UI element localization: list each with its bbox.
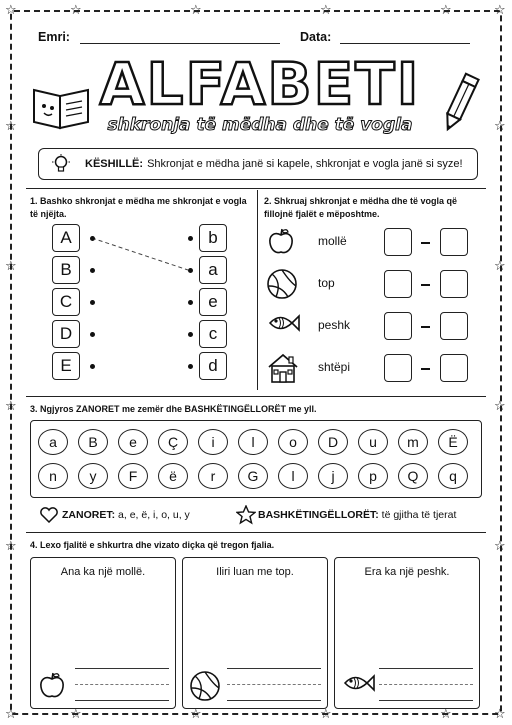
lightbulb-icon (51, 154, 71, 174)
task1-instruction: 1. Bashko shkronjat e mëdha me shkronjat e vogla të njëjta. (30, 196, 247, 219)
uppercase-letter: E (52, 352, 80, 380)
divider (257, 190, 258, 390)
lowercase-letter: b (199, 224, 227, 252)
letter-circle[interactable]: i (198, 429, 228, 455)
letter-circle[interactable]: r (198, 463, 228, 489)
match-dot[interactable] (188, 332, 193, 337)
star-icon: ☆ (5, 3, 17, 18)
uppercase-letter: C (52, 288, 80, 316)
letter-circle[interactable]: o (278, 429, 308, 455)
lowercase-letter: d (199, 352, 227, 380)
page-subtitle: shkronja të mëdha dhe të vogla (107, 115, 413, 135)
sentence-text: Ana ka një mollë. (60, 566, 146, 578)
letter-circle[interactable]: j (318, 463, 348, 489)
consonants-label: BASHKËTINGËLLORËT: (258, 509, 379, 521)
drawing-card[interactable] (334, 557, 480, 709)
lowercase-letter: a (199, 256, 227, 284)
match-dot[interactable] (90, 364, 95, 369)
date-label: Data: (300, 30, 332, 44)
uppercase-answer-box[interactable] (384, 312, 412, 340)
separator-dash (421, 242, 430, 244)
word-label: shtëpi (318, 360, 351, 374)
star-icon (236, 505, 256, 525)
match-dot[interactable] (90, 236, 95, 241)
letter-circle[interactable]: ë (158, 463, 188, 489)
pencil-icon (440, 70, 480, 136)
uppercase-answer-box[interactable] (384, 228, 412, 256)
star-icon: ☆ (440, 3, 452, 18)
ball-icon (189, 670, 221, 707)
match-line (92, 236, 192, 276)
uppercase-letter: B (52, 256, 80, 284)
sentence-text: Iliri luan me top. (216, 566, 294, 578)
name-label: Emri: (38, 30, 70, 44)
lowercase-answer-box[interactable] (440, 312, 468, 340)
letter-circle[interactable]: B (78, 429, 108, 455)
match-dot[interactable] (90, 300, 95, 305)
uppercase-answer-box[interactable] (384, 354, 412, 382)
consonants-text: të gjitha të tjerat (381, 509, 457, 521)
letter-circle[interactable]: F (118, 463, 148, 489)
separator-dash (421, 368, 430, 370)
heart-icon (40, 507, 58, 523)
star-icon: ☆ (5, 539, 17, 554)
star-icon: ☆ (5, 707, 17, 722)
tip-label: KËSHILLË: (85, 158, 144, 170)
apple-icon (37, 670, 67, 705)
letter-circle[interactable]: l (278, 463, 308, 489)
uppercase-letter: A (52, 224, 80, 252)
writing-line[interactable] (379, 700, 473, 701)
star-icon: ☆ (440, 707, 452, 722)
lowercase-letter: c (199, 320, 227, 348)
book-icon (30, 80, 92, 132)
star-icon: ☆ (320, 3, 332, 18)
letter-circle[interactable]: q (438, 463, 468, 489)
house-icon (266, 352, 300, 389)
task2-instruction: 2. Shkruaj shkronjat e mëdha dhe të vogla që fillojnë fjalët e mëposhtme. (264, 196, 458, 219)
word-label: peshk (318, 318, 351, 332)
star-icon: ☆ (494, 119, 506, 134)
match-dot[interactable] (90, 268, 95, 273)
writing-line[interactable] (75, 684, 169, 685)
letter-circle[interactable]: Ç (158, 429, 188, 455)
letter-circle[interactable]: y (78, 463, 108, 489)
star-icon: ☆ (70, 3, 82, 18)
lowercase-answer-box[interactable] (440, 270, 468, 298)
writing-line[interactable] (379, 668, 473, 669)
drawing-card[interactable] (30, 557, 176, 709)
letter-circle[interactable]: m (398, 429, 428, 455)
star-icon: ☆ (494, 259, 506, 274)
writing-line[interactable] (227, 684, 321, 685)
apple-icon (266, 226, 296, 261)
ball-icon (266, 268, 298, 305)
writing-line[interactable] (75, 668, 169, 669)
match-dot[interactable] (188, 300, 193, 305)
letter-circle[interactable]: e (118, 429, 148, 455)
letter-circle[interactable]: a (38, 429, 68, 455)
star-icon: ☆ (494, 399, 506, 414)
lowercase-answer-box[interactable] (440, 228, 468, 256)
tip-box (38, 148, 478, 180)
uppercase-answer-box[interactable] (384, 270, 412, 298)
writing-line[interactable] (75, 700, 169, 701)
letter-circle[interactable]: u (358, 429, 388, 455)
letter-circle[interactable]: G (238, 463, 268, 489)
uppercase-letter: D (52, 320, 80, 348)
task4-instruction: 4. Lexo fjalitë e shkurtra dhe vizato diçka që tregon fjalia. (30, 540, 275, 550)
sentence-text: Era ka një peshk. (364, 566, 450, 578)
star-icon: ☆ (5, 119, 17, 134)
fish-icon (341, 670, 375, 701)
letter-circle[interactable]: Ë (438, 429, 468, 455)
writing-line[interactable] (227, 700, 321, 701)
lowercase-letter: e (199, 288, 227, 316)
task3-instruction: 3. Ngjyros ZANORET me zemër dhe BASHKËTINGËLLORËT me yll. (30, 404, 317, 414)
separator-dash (421, 326, 430, 328)
match-dot[interactable] (188, 364, 193, 369)
writing-line[interactable] (227, 668, 321, 669)
match-dot[interactable] (188, 236, 193, 241)
tip-text: Shkronjat e mëdha janë si kapele, shkronjat e vogla janë si syze! (147, 158, 463, 170)
letter-circle[interactable]: Q (398, 463, 428, 489)
word-label: mollë (318, 234, 347, 248)
star-icon: ☆ (5, 399, 17, 414)
letter-circle[interactable]: D (318, 429, 348, 455)
star-icon: ☆ (320, 707, 332, 722)
fish-icon (266, 310, 300, 341)
letter-circle[interactable]: p (358, 463, 388, 489)
star-icon: ☆ (5, 259, 17, 274)
letter-circle[interactable]: l (238, 429, 268, 455)
star-icon: ☆ (494, 3, 506, 18)
lowercase-answer-box[interactable] (440, 354, 468, 382)
name-field[interactable] (80, 30, 280, 44)
letter-circle[interactable]: n (38, 463, 68, 489)
vowels-label: ZANORET: (62, 509, 116, 521)
star-icon: ☆ (70, 707, 82, 722)
page-title: ALFABETI (99, 50, 421, 118)
drawing-card[interactable] (182, 557, 328, 709)
match-dot[interactable] (188, 268, 193, 273)
match-dot[interactable] (90, 332, 95, 337)
divider (26, 396, 486, 397)
writing-line[interactable] (379, 684, 473, 685)
star-icon: ☆ (190, 3, 202, 18)
divider (26, 188, 486, 189)
star-icon: ☆ (494, 707, 506, 722)
vowels-text: a, e, ë, i, o, u, y (118, 509, 190, 521)
divider (26, 532, 486, 533)
separator-dash (421, 284, 430, 286)
star-icon: ☆ (494, 539, 506, 554)
word-label: top (318, 276, 335, 290)
date-field[interactable] (340, 30, 470, 44)
star-icon: ☆ (190, 707, 202, 722)
